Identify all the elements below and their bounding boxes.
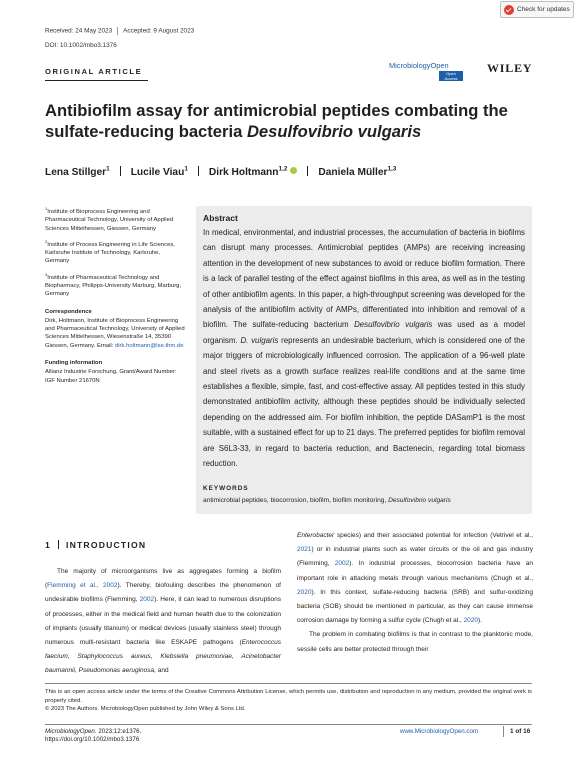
journal-name: MicrobiologyOpen	[389, 61, 449, 70]
check-for-updates-badge[interactable]	[500, 1, 574, 18]
abstract-heading: Abstract	[203, 213, 238, 223]
text-run: ). Thereby, biofouling describes the phenomenon of undesirable biofilms (Flemming,	[45, 582, 281, 604]
article-type-rule	[45, 80, 148, 81]
funding-text: Allianz Industrie Forschung, Grant/Award Number: IGF Number 21670N	[45, 369, 177, 384]
accepted-date: Accepted: 9 August 2023	[123, 27, 195, 35]
title-main: Antibiofilm assay for antimicrobial peptides combating the sulfate-reducing bacteria	[45, 101, 508, 141]
article-title	[45, 100, 545, 142]
abstract-text: In medical, environmental, and industrial processes, the accumulation of bacteria in biofilms can disrupt many processes. Antimicrobial peptides (AMPs) are receiving increasing attention in the development of new substances to avoid or reduce biofilm formation. There is a lack of parallel testing of the effect against biofilms in this area, as well as in the testing of other antibiofilm agents. In this paper, a high-throughput screening was developed for the analysis of the antibiofilm activity of AMPs, differentiated into inhibition and removal of a biofilm. The sulfate-reducing bacterium Desulfovibrio vulgaris was used as a model organism. D. vulgaris represents an undesirable bacterium, which is considered one of the major triggers of microbiologically influenced corrosion. The application of a 96-well plate and steel rivets as a growth surface realizes real-life conditions and at the same time establishes a flexible, simple, fast, and cost-effective assay. All peptides tested in this study demonstrated antibiofilm activity, although these peptides should be individually selected depending on the addressed aim. For biofilm inhibition, the peptide DASamP1 is the most suitable, with a sustained effect for up to 21 days. The preferred peptides for biofilm removal are S6L3-33, in regard to bacteria reduction, and Bactenecin, regarding total biomass reduction.	[203, 228, 526, 469]
title-organism: Desulfovibrio vulgaris	[246, 122, 422, 141]
journal-website-link[interactable]: www.MicrobiologyOpen.com	[400, 728, 479, 735]
text-run: ) or in industrial plants such as water circuits or the oil and gas industry (Flemming,	[297, 546, 533, 568]
footer-divider	[503, 726, 504, 737]
citation-link[interactable]: 2020	[463, 617, 479, 625]
text-run: ). In this context, sulfate-reducing bacteria (SRB) and sulfur-oxidizing bacteria (SOB) should be mentioned in particular, as they can cause immense corrosion damage by forming a sulfur cycle (Chugh et al.,	[297, 588, 533, 625]
article-type: ORIGINAL ARTICLE	[45, 67, 143, 76]
author[interactable]: Lucile Viau$^1$	[130, 166, 188, 179]
author-list	[45, 166, 396, 178]
author[interactable]: Lena Stillger$^1$	[45, 166, 110, 179]
correspondence-text: Dirk, Holtmann, Institute of Bioprocess Engineering and Pharmaceutical Technology, University of Applied Sciences Mittelhessen, Wiesenstraße 14, 35390 Giessen, Germany. Email: dirk.holtmann@lse.thm.de	[45, 317, 185, 349]
funding-heading: Funding information	[45, 360, 103, 367]
journal-logo[interactable]	[389, 61, 463, 81]
author-separator	[120, 166, 121, 176]
citation-link[interactable]: 2021	[297, 546, 312, 554]
author-separator	[198, 166, 199, 176]
affiliation: $^2$Institute of Process Engineering in Life Sciences, Karlsruhe Institute of Technology, Karlsruhe, Germany	[45, 238, 175, 265]
affiliation: $^1$Institute of Bioprocess Engineering and Pharmaceutical Technology, University of Applied Sciences Mittelhessen, Giessen, Germany	[45, 206, 174, 232]
intro-paragraph	[297, 529, 533, 628]
check-circle-icon	[504, 5, 514, 15]
publisher-logo[interactable]: WILEY	[487, 61, 533, 75]
section-separator	[58, 540, 59, 549]
citation-link[interactable]: 2020	[297, 588, 312, 596]
dates-line	[45, 27, 194, 35]
author[interactable]: Dirk Holtmann$^{1,2}$	[209, 167, 298, 178]
text-run: species) and their associated potential for infection (Vetrivel et al.,	[334, 532, 533, 539]
orcid-icon[interactable]	[290, 167, 297, 174]
intro-left-column	[45, 565, 281, 679]
received-date: Received: 24 May 2023	[45, 27, 113, 35]
open-access-badge: Open Access	[439, 71, 463, 81]
text-run: ). In industrial processes, biocorrosion bacteria have an important role in attacking metals through various mechanisms (Chugh et al.,	[297, 560, 533, 582]
correspondence-heading: Correspondence	[45, 308, 92, 315]
copyright: © 2023 The Authors. MicrobiologyOpen published by John Wiley & Sons Ltd.	[45, 706, 246, 713]
page-number: 1 of 16	[510, 728, 531, 735]
citation-link[interactable]: 2002	[334, 560, 350, 568]
intro-paragraph	[45, 565, 281, 679]
date-separator	[117, 27, 118, 35]
keywords-heading: KEYWORDS	[203, 485, 249, 492]
affiliation: $^3$Institute of Pharmaceutical Technology and Biopharmacy, Philipps-University Marburg, Marburg, Germany	[45, 271, 182, 298]
doi[interactable]: DOI: 10.1002/mbo3.1376	[45, 42, 117, 49]
license-text: This is an open access article under the terms of the Creative Commons Attribution License, which permits use, distribution and reproduction in any medium, provided the original work is properly cited. © 2023 The Authors. MicrobiologyOpen published by John Wiley & Sons Ltd.	[45, 689, 532, 713]
section-heading: 1 INTRODUCTION	[45, 540, 147, 550]
intro-paragraph: The problem in combating biofilms is that in contrast to the planktonic mode, sessile cells are better protected through their	[297, 631, 533, 653]
citation-link[interactable]: 2002	[139, 596, 155, 604]
text-run: ). Here, it can lead to numerous disruptions of processes, either in the medical field and human health due to the colonization of implants (usually titanium) or medical devices (usually stainless steel) through numerous multi-resistant bacteria like ESKAPE pathogens (	[45, 596, 281, 647]
citation-link[interactable]: Flemming et al., 2002	[47, 582, 118, 590]
footer-doi-link[interactable]: https://doi.org/10.1002/mbo3.1376	[45, 736, 140, 743]
italic-text: Enterococcus faecium, Staphylococcus aureus, Klebsiella pneumoniae, Acinetobacter baumannii, Pseudomonas aeruginosa,	[45, 639, 281, 675]
correspondence-email[interactable]: dirk.holtmann@lse.thm.de	[114, 342, 184, 349]
affiliations-column	[45, 205, 185, 390]
text-run: ).	[478, 617, 483, 625]
page-footer-rule	[45, 724, 532, 725]
italic-text: Enterobacter	[297, 532, 335, 539]
text-run: and	[155, 667, 169, 675]
intro-right-column	[297, 529, 533, 657]
check-for-updates-label: Check for updates	[517, 6, 570, 13]
footer-citation: MicrobiologyOpen. 2023;12:e1376. https://doi.org/10.1002/mbo3.1376	[45, 728, 142, 743]
author[interactable]: Daniela Müller$^{1,3}$	[318, 166, 397, 179]
text-run: The majority of microorganisms live as aggregates forming a biofilm (	[45, 568, 281, 590]
footer-rule	[45, 683, 532, 684]
keywords-text: antimicrobial peptides, biocorrosion, biofilm, biofilm monitoring, Desulfovibrio vulgaris	[203, 497, 451, 504]
author-separator	[307, 166, 308, 176]
